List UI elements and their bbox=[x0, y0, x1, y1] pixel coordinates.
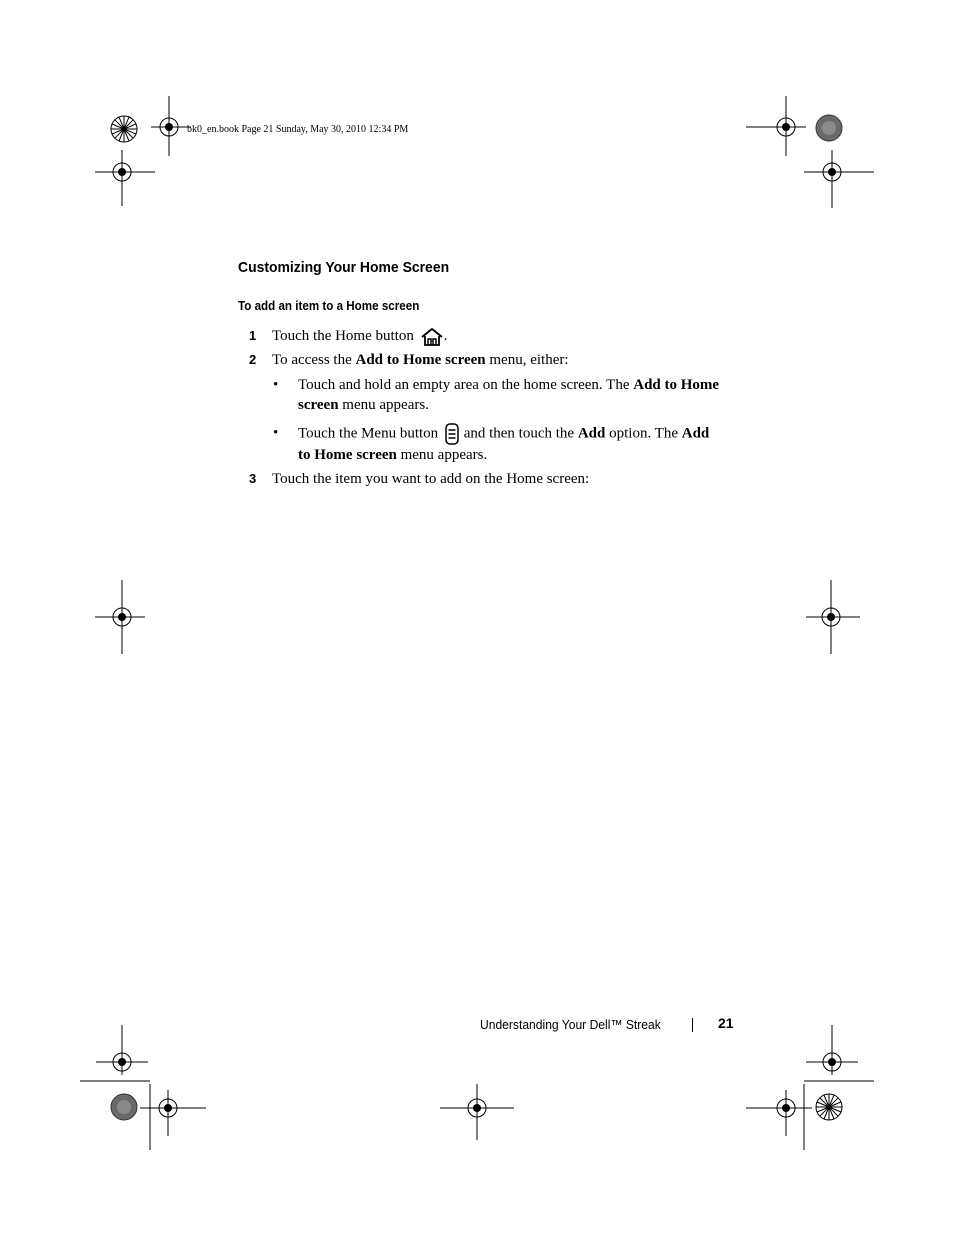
subsection-title: To add an item to a Home screen bbox=[238, 299, 420, 313]
step-text: Touch the Home button bbox=[272, 328, 414, 344]
registration-crosshair-icon bbox=[140, 1084, 206, 1150]
registration-crosshair-icon bbox=[746, 1084, 812, 1150]
home-icon bbox=[420, 327, 444, 347]
step-number: 3 bbox=[249, 471, 257, 486]
step-text: To access the bbox=[272, 352, 356, 368]
bullet-text: menu appears. bbox=[396, 447, 488, 463]
option-name: Add bbox=[577, 425, 606, 442]
step-1 bbox=[249, 326, 447, 347]
registration-crosshair-icon bbox=[151, 96, 191, 156]
menu-name: Add to Home screen bbox=[355, 352, 486, 368]
registration-crosshair-icon bbox=[806, 580, 860, 654]
starburst-registration-icon bbox=[110, 115, 138, 143]
starburst-registration-icon bbox=[815, 1093, 843, 1121]
menu-name: Add bbox=[681, 425, 710, 442]
bullet-item bbox=[273, 375, 735, 415]
registration-crosshair-icon bbox=[804, 150, 874, 208]
registration-crosshair-icon bbox=[80, 1025, 150, 1083]
registration-crosshair-icon bbox=[804, 1025, 874, 1083]
bullet-text: menu appears. bbox=[338, 397, 429, 413]
bullet-text: option. The bbox=[605, 425, 682, 442]
gray-registration-circle-icon bbox=[815, 114, 843, 142]
bullet-item bbox=[273, 423, 735, 465]
footer-chapter-title: Understanding Your Dell™ Streak bbox=[480, 1017, 661, 1032]
menu-icon bbox=[445, 423, 459, 445]
registration-crosshair-icon bbox=[95, 150, 155, 206]
step-3 bbox=[249, 469, 589, 489]
registration-crosshair-icon bbox=[746, 96, 806, 156]
bullet-marker: • bbox=[273, 377, 279, 393]
bullet-marker: • bbox=[273, 425, 279, 441]
bullet-text: Touch and hold an empty area on the home screen. The bbox=[298, 377, 634, 393]
menu-name: Add to Home bbox=[633, 377, 720, 393]
print-header: bk0_en.book Page 21 Sunday, May 30, 2010 12:34 PM bbox=[187, 124, 409, 135]
menu-name: screen bbox=[298, 397, 339, 413]
registration-crosshair-icon bbox=[440, 1084, 514, 1140]
page-number: 21 bbox=[718, 1015, 734, 1031]
section-title: Customizing Your Home Screen bbox=[238, 259, 450, 276]
step-text-end: menu, either: bbox=[485, 352, 569, 368]
gray-registration-circle-icon bbox=[110, 1093, 138, 1121]
footer-divider bbox=[692, 1018, 693, 1032]
step-2 bbox=[249, 350, 569, 370]
step-text-end: . bbox=[443, 328, 448, 344]
bullet-text: and then touch the bbox=[459, 425, 578, 442]
step-number: 2 bbox=[249, 352, 257, 367]
registration-crosshair-icon bbox=[95, 580, 145, 654]
bullet-text: Touch the Menu button bbox=[298, 425, 439, 442]
menu-name: to Home screen bbox=[298, 447, 397, 463]
step-text: Touch the item you want to add on the Home screen: bbox=[272, 471, 590, 487]
step-number: 1 bbox=[249, 328, 257, 343]
